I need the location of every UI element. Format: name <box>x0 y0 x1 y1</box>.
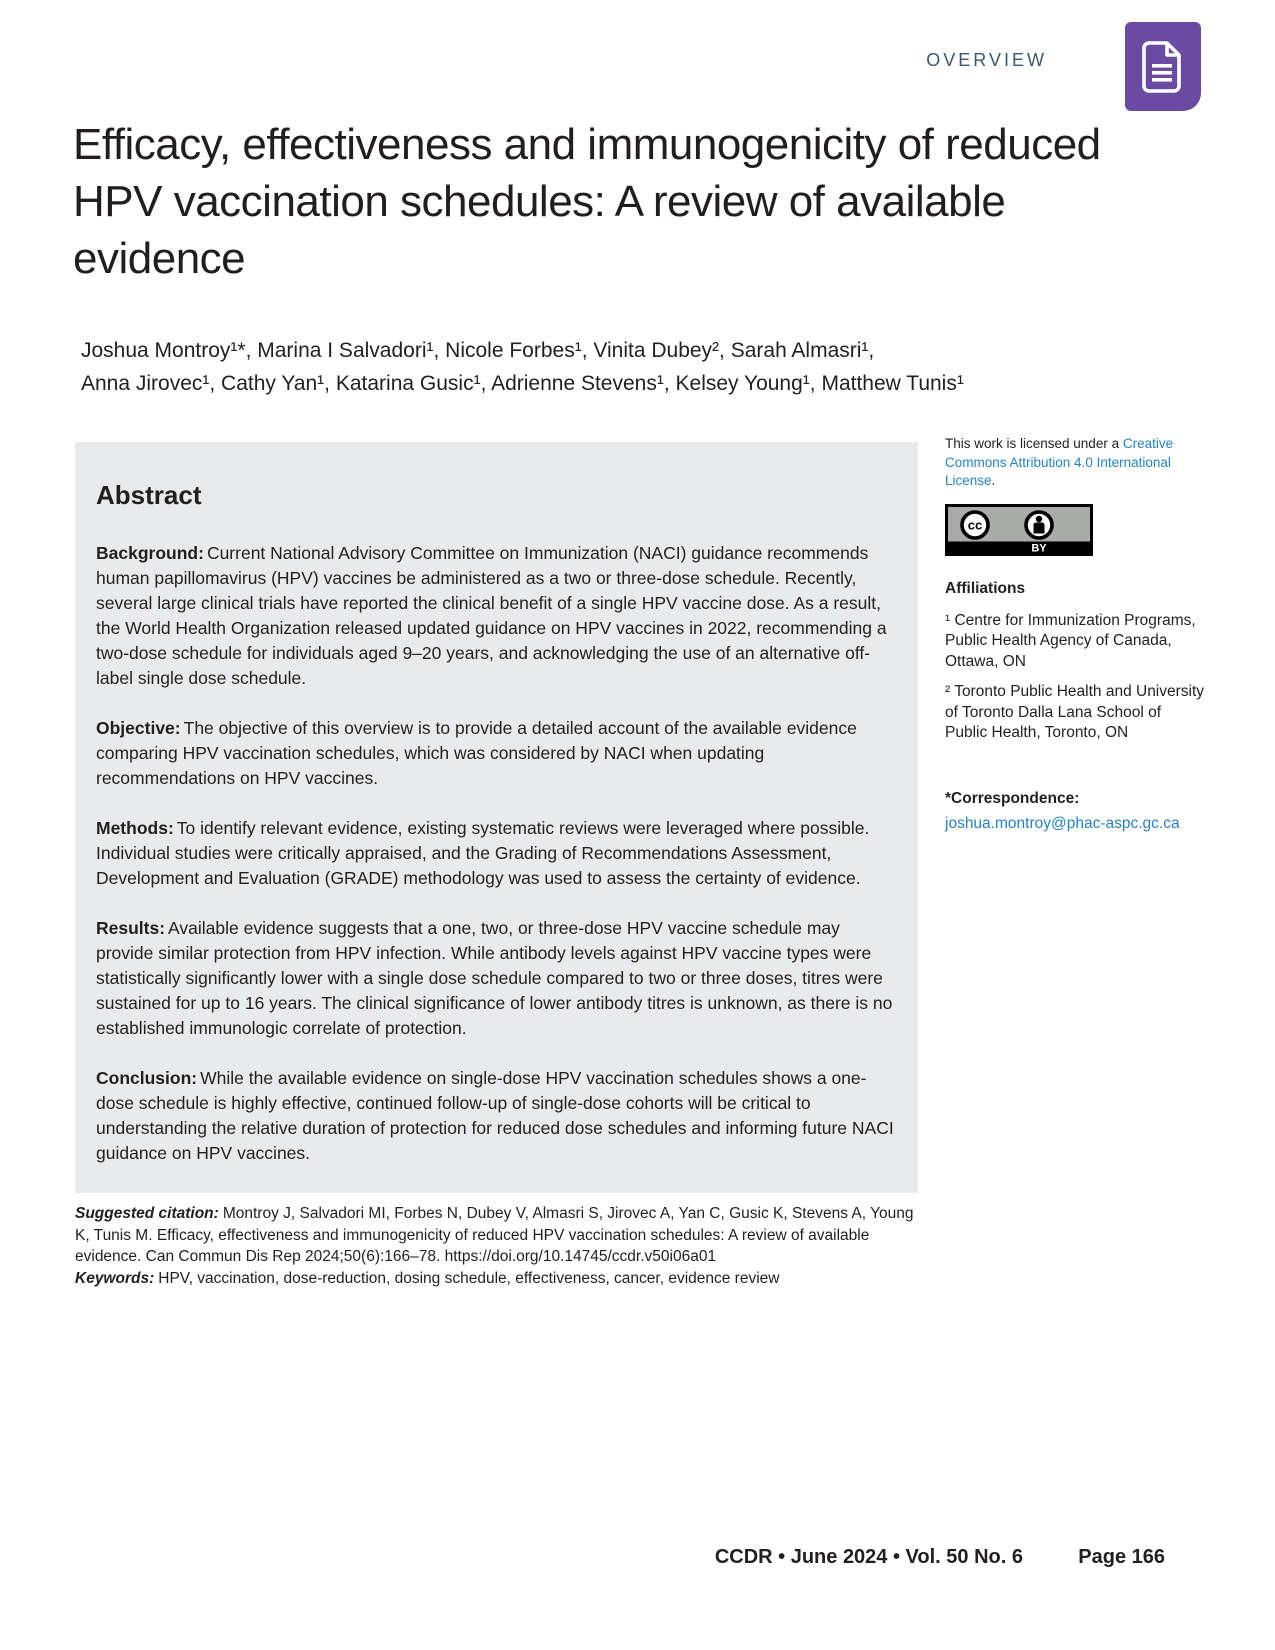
author-line: Anna Jirovec¹, Cathy Yan¹, Katarina Gusic¹, Adrienne Stevens¹, Kelsey Young¹, Matthew Tunis¹ <box>81 372 964 395</box>
correspondence-email-link[interactable]: joshua.montroy@phac-aspc.gc.ca <box>945 814 1180 832</box>
abstract-paragraph-objective <box>96 716 900 791</box>
suggested-citation-text: Montroy J, Salvadori MI, Forbes N, Dubey V, Almasri S, Jirovec A, Yan C, Gusic K, Stevens A, Young K, Tunis M. Efficacy, effectiveness and immunogenicity of reduced HPV vaccination schedules: A review of available evidence. Can Commun Dis Rep 2024;50(6):166–78. https://doi.org/10.14745/ccdr.v50i06a01 <box>75 1205 914 1265</box>
background-label: Background: <box>96 543 204 563</box>
affiliations-heading: Affiliations <box>945 579 1026 597</box>
license-prefix: This work is licensed under a <box>945 436 1123 451</box>
abstract-paragraph-results <box>96 916 900 1041</box>
footer-page-number: Page 166 <box>1078 1546 1165 1568</box>
results-label: Results: <box>96 918 166 938</box>
footer-journal-info: CCDR • June 2024 • Vol. 50 No. 6 <box>714 1546 1023 1568</box>
document-icon <box>1140 40 1186 94</box>
affiliation-item: ² Toronto Public Health and University of Toronto Dalla Lana School of Public Health, Toronto, ON <box>945 683 1205 741</box>
results-text: Available evidence suggests that a one, two, or three-dose HPV vaccine schedule may provide similar protection from HPV infection. While antibody levels against HPV vaccine types were statistically significantly lower with a single dose schedule compared to two or three doses, titres were sustained for up to 16 years. The clinical significance of lower antibody titres is unknown, as there is no established immunologic correlate of protection. <box>96 918 893 1038</box>
license-link[interactable]: Creative Commons Attribution 4.0 International License <box>945 436 1174 488</box>
page-title: Efficacy, effectiveness and immunogenicity of reduced HPV vaccination schedules: A review of available evidence <box>73 120 1101 283</box>
suggested-citation-label: Suggested citation: <box>75 1205 219 1222</box>
category-label: OVERVIEW <box>926 50 1047 70</box>
abstract-paragraph-background <box>96 541 900 691</box>
affiliation-item: ¹ Centre for Immunization Programs, Public Health Agency of Canada, Ottawa, ON <box>945 611 1196 670</box>
cc-logo-icon <box>962 512 988 538</box>
abstract-box <box>75 442 918 1193</box>
correspondence-heading: *Correspondence: <box>945 789 1080 807</box>
suggested-citation <box>75 1203 923 1268</box>
overview-badge <box>1125 22 1201 111</box>
author-line: Joshua Montroy¹*, Marina I Salvadori¹, Nicole Forbes¹, Vinita Dubey², Sarah Almasri¹, <box>81 339 875 362</box>
abstract-paragraph-conclusion <box>96 1066 900 1166</box>
methods-label: Methods: <box>96 818 174 838</box>
conclusion-text: While the available evidence on single-dose HPV vaccination schedules shows a one-dose schedule is highly effective, continued follow-up of single-dose cohorts will be critical to understanding the relative duration of protection for reduced dose schedules and informing future NACI guidance on HPV vaccines. <box>96 1068 894 1163</box>
keywords-line <box>75 1268 923 1290</box>
objective-text: The objective of this overview is to provide a detailed account of the available evidence comparing HPV vaccination schedules, which was considered by NACI when updating recommendations on HPV vaccines. <box>96 718 857 788</box>
attribution-person-icon <box>1026 512 1052 538</box>
abstract-paragraph-methods <box>96 816 900 891</box>
svg-text:cc: cc <box>967 517 983 532</box>
conclusion-label: Conclusion: <box>96 1068 198 1088</box>
background-text: Current National Advisory Committee on Immunization (NACI) guidance recommends human papillomavirus (HPV) vaccines be administered as a two or three-dose schedule. Recently, several large clinical trials have reported the clinical benefit of a single HPV vaccine dose. As a result, the World Health Organization released updated guidance on HPV vaccines in 2022, recommending a two-dose schedule for individuals aged 9–20 years, and acknowledging the use of an alternative off-label single dose schedule. <box>96 543 887 688</box>
license-suffix: . <box>991 473 996 488</box>
cc-by-label: BY <box>1031 542 1047 554</box>
keywords-text: HPV, vaccination, dose-reduction, dosing schedule, effectiveness, cancer, evidence review <box>158 1269 780 1287</box>
cc-by-badge[interactable] <box>945 504 1093 556</box>
abstract-heading: Abstract <box>96 480 202 510</box>
objective-label: Objective: <box>96 718 181 738</box>
citation-block <box>75 1203 923 1289</box>
keywords-label: Keywords: <box>75 1269 155 1287</box>
sidebar <box>945 435 1207 833</box>
license-note <box>945 435 1207 491</box>
author-list <box>81 334 1111 400</box>
methods-text: To identify relevant evidence, existing systematic reviews were leveraged where possible. Individual studies were critically appraised, and the Grading of Recommendations Assessment, Development and Evaluation (GRADE) methodology was used to assess the certainty of evidence. <box>96 818 870 888</box>
